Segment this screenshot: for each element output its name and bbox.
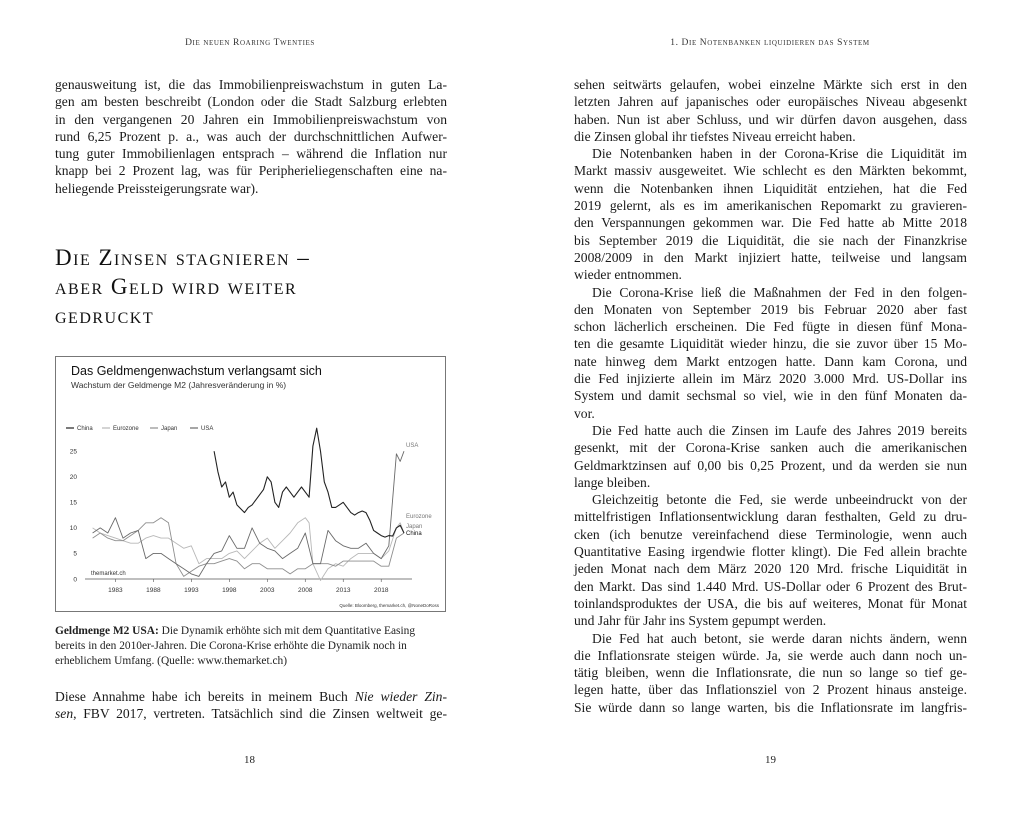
x-tick-label: 2013 <box>336 587 351 594</box>
paragraph-5-line-5: jeden Monat nach dem März 2020 120 Mrd. frische Liquidität in <box>574 561 967 577</box>
y-tick-label: 25 <box>69 448 77 456</box>
paragraph-5-line-7: toinlandsproduktes der USA, die bis auf weiteres, Monat für Monat <box>574 595 967 611</box>
caption-line-1: Die Dynamik erhöhte sich mit dem Quantitative Easing <box>158 625 416 637</box>
right-body-text <box>574 76 967 716</box>
paragraph-3-line-5: nate hinweg dem Markt entzogen hatte. Dann kam Corona, und <box>574 353 967 369</box>
paragraph-5-line-6: den Markt. Das sind 1.440 Mrd. US-Dollar oder 6 Prozent des Brut- <box>574 578 967 594</box>
top-paragraph-line-1: genausweitung ist, die das Immobilienpreiswachstum in guten La- <box>55 77 447 92</box>
paragraph-5-line-8: und Jahr für Jahr ins System gepumpt werden. <box>574 613 827 629</box>
heading-line-1: Die Zinsen stagnieren – <box>55 245 311 270</box>
running-head-right: 1. Die Notenbanken liquidieren das System <box>670 38 870 48</box>
paragraph-2-line-4: 2019 gelernt, als es im amerikanischen Repomarkt zu gravieren- <box>574 198 967 214</box>
chart-plot <box>56 357 445 611</box>
legend-label: USA <box>201 426 214 433</box>
x-tick-label: 1998 <box>222 587 237 594</box>
chart-source: Quelle: Bloomberg, themarket.ch, @NoneDoRoss <box>339 603 439 608</box>
paragraph-3-line-2: den Monaten von September 2019 bis Februar 2020 aber fast <box>574 301 967 317</box>
x-tick-label: 1983 <box>108 587 123 594</box>
paragraph-2-line-3: wenn die Notenbanken ihnen Liquidität entziehen, hat die Fed <box>574 180 967 196</box>
paragraph-6-line-3: tätig bleiben, wenn die Inflationsrate, die nun so lange so tief ge- <box>574 665 967 681</box>
paragraph-3-line-8: vor. <box>574 405 595 421</box>
paragraph-4 <box>574 422 967 491</box>
chart-figure <box>55 356 446 612</box>
paragraph-3-line-3: schon lächerlich erscheinen. Die Fed fügte in diesen fünf Mona- <box>574 319 967 335</box>
y-tick-label: 0 <box>73 576 77 584</box>
paragraph-6-line-4: legen hatte, über das Inflationsziel von 2 Prozent hinaus ansteige. <box>574 682 967 698</box>
y-tick-label: 20 <box>69 474 77 482</box>
right-page <box>510 0 1020 813</box>
top-paragraph-line-4: rund 6,25 Prozent p. a., was auch der durchschnittlichen Aufwer- <box>55 128 447 144</box>
paragraph-1-line-3: haben. Nun ist aber Schluss, und wir dürfen davon ausgehen, dass <box>574 111 967 127</box>
caption-line-3: erheblichem Umfang. (Quelle: www.themarket.ch) <box>55 655 288 667</box>
top-paragraph-text <box>55 76 447 197</box>
legend-label: Japan <box>161 426 178 433</box>
paragraph-1-line-4: die Zinsen global ihr tiefstes Niveau erreicht haben. <box>574 128 856 144</box>
paragraph-4-line-3: Geldmarktzinsen auf 0,00 bis 0,25 Prozent, und da werden sie nun <box>574 457 967 473</box>
heading-line-3: gedruckt <box>55 303 155 328</box>
bottom-text-a: Diese Annahme habe ich bereits in meinem Buch <box>55 689 355 704</box>
paragraph-4-line-2: gesenkt, mit der Corona-Krise sanken auch die amerikanischen <box>574 440 967 456</box>
paragraph-6-line-1: Die Fed hat auch betont, sie werde daran nichts ändern, wenn <box>592 630 967 646</box>
paragraph-2-line-1: Die Notenbanken haben in der Corona-Krise die Liquidität im <box>592 146 967 162</box>
x-tick-label: 1988 <box>146 587 161 594</box>
paragraph-3 <box>574 284 967 422</box>
paragraph-1-line-1: sehen seitwärts gelaufen, wobei einzelne Märkte sich erst in den <box>574 77 967 92</box>
paragraph-2-line-8: wieder entnommen. <box>574 267 682 283</box>
x-tick-label: 2018 <box>373 587 389 594</box>
paragraph-3-line-6: die Fed injizierte allein im März 2020 3.000 Mrd. US-Dollar ins <box>574 371 967 387</box>
running-head-left: Die neuen Roaring Twenties <box>185 38 315 48</box>
paragraph-4-line-1: Die Fed hatte auch die Zinsen im Laufe des Jahres 2019 bereits <box>592 422 967 438</box>
paragraph-6-line-2: die Inflationsrate steigen würde. Ja, sie werde auch dann noch un- <box>574 647 967 663</box>
bottom-paragraph <box>55 688 447 723</box>
page-number-left: 18 <box>244 754 255 766</box>
heading-line-2: aber Geld wird weiter <box>55 274 298 299</box>
series-line-china <box>214 428 404 537</box>
paragraph-2 <box>574 145 967 283</box>
book-title-part-1: Nie wieder Zin- <box>354 689 447 704</box>
paragraph-2-line-5: den Verspannungen gekommen war. Die Fed hatte ab Mitte 2018 <box>574 215 967 231</box>
x-tick-label: 1993 <box>184 587 199 594</box>
top-paragraph-line-2: gen am besten beschreibt (London oder die Stadt Salzburg erlebten <box>55 94 447 110</box>
top-paragraph-line-7: heliegende Preissteigerungsrate war). <box>55 180 259 196</box>
legend-label: Eurozone <box>113 426 139 433</box>
chart-subtitle: Wachstum der Geldmenge M2 (Jahresveränderung in %) <box>71 380 287 390</box>
caption-bold: Geldmenge M2 USA: <box>55 625 159 637</box>
top-paragraph <box>55 76 447 197</box>
series-end-label: China <box>406 531 422 537</box>
paragraph-5-line-2: mittelfristigen Inflationsentwicklung daran festhalten, Geld zu dru- <box>574 509 967 525</box>
paragraph-5-line-4: Quantitative Easing irgendwie flotter klingt). Die Fed allein brachte <box>574 544 967 560</box>
legend-label: China <box>77 426 93 433</box>
paragraph-1-line-2: letzten Jahren auf japanisches oder europäisches Niveau abgesenkt <box>574 94 967 110</box>
caption-line-2: bereits in den 2010er-Jahren. Die Corona-Krise erhöhte die Dynamik noch in <box>55 640 407 652</box>
paragraph-6 <box>574 630 967 716</box>
top-paragraph-line-6: knapp bei 2 Prozent lag, was für Peripherieliegenschaften eine na- <box>55 163 447 179</box>
chart-watermark: themarket.ch <box>91 571 126 577</box>
paragraph-6-line-5: Sie würde dann so lange warten, bis die Inflationsrate im langfris- <box>574 699 967 715</box>
paragraph-5 <box>574 491 967 629</box>
x-tick-label: 2008 <box>298 587 313 594</box>
paragraph-1 <box>574 76 967 145</box>
paragraph-3-line-7: System und damit sechsmal so viel, wie in den fünf Monaten da- <box>574 388 967 404</box>
paragraph-3-line-1: Die Corona-Krise ließ die Maßnahmen der Fed in den folgen- <box>592 284 967 300</box>
top-paragraph-line-3: in den vergangenen 20 Jahren ein Immobilienpreiswachstum von <box>55 111 447 127</box>
section-heading <box>55 243 455 330</box>
bottom-text-b: , FBV 2017, vertreten. Tatsächlich sind die Zinsen weltweit ge- <box>73 706 447 722</box>
y-tick-label: 5 <box>73 550 77 558</box>
y-tick-label: 10 <box>69 525 77 533</box>
y-tick-label: 15 <box>69 499 77 507</box>
series-line-eurozone <box>93 518 404 581</box>
chart-title: Das Geldmengenwachstum verlangsamt sich <box>71 364 322 378</box>
series-line-japan <box>93 518 404 577</box>
figure-caption <box>55 624 447 669</box>
series-end-label: USA <box>406 443 419 449</box>
top-paragraph-line-5: tung guter Immobilienlagen entsprach – während die Inflation nur <box>55 146 447 162</box>
book-title-part-2: sen <box>55 706 74 722</box>
x-tick-label: 2003 <box>260 587 275 594</box>
paragraph-3-line-4: ten die gesamte Liquidität wieder hinzu, die sie zuvor über 15 Mo- <box>574 336 967 352</box>
page-number-right: 19 <box>765 754 776 766</box>
paragraph-2-line-7: 2008/2009 in den Markt injiziert hatte, teilweise und langsam <box>574 249 967 265</box>
paragraph-5-line-1: Gleichzeitig betonte die Fed, sie werde unbeeindruckt von der <box>592 492 967 508</box>
paragraph-4-line-4: lange bleiben. <box>574 474 651 490</box>
paragraph-2-line-2: Markt massiv ausgeweitet. Wie schlecht es den Märkten bekommt, <box>574 163 967 179</box>
paragraph-2-line-6: bis September 2019 die Liquidität, die sie nach der Finanzkrise <box>574 232 967 248</box>
paragraph-5-line-3: cken (ich benutze vereinfachend diese Terminologie, wenn auch <box>574 526 967 542</box>
series-end-label: Japan <box>406 524 423 530</box>
series-end-label: Eurozone <box>406 514 432 520</box>
